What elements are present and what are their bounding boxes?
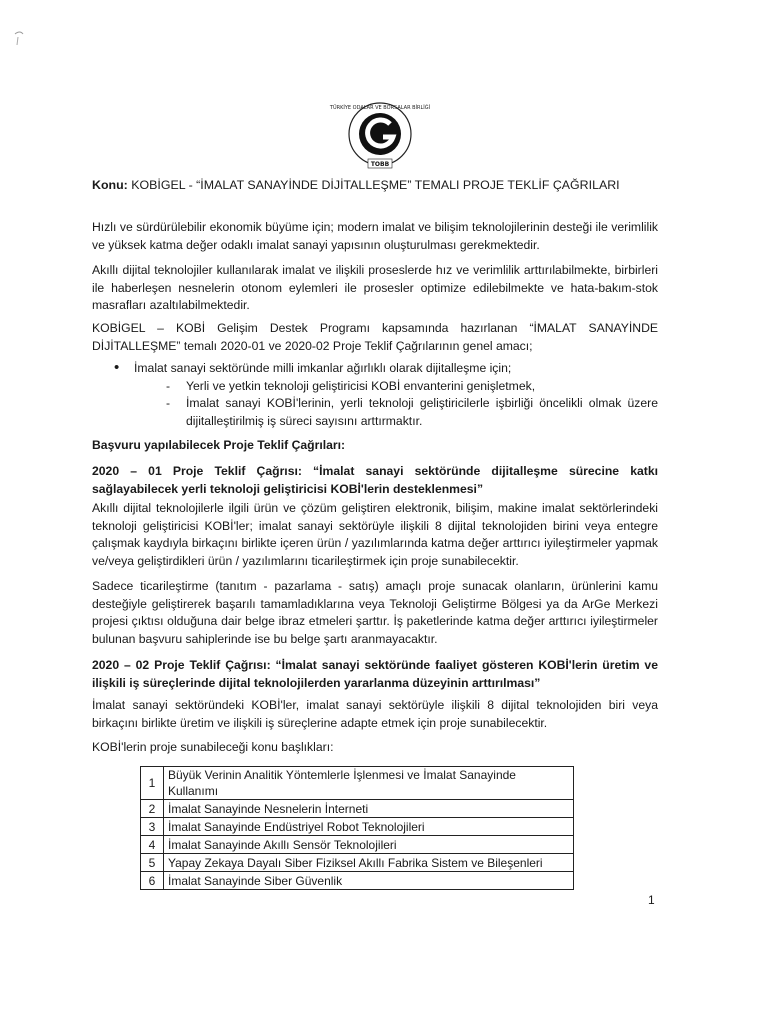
- topic-label: İmalat Sanayinde Akıllı Sensör Teknolojileri: [164, 836, 574, 854]
- call-1-title: 2020 – 01 Proje Teklif Çağrısı: “İmalat sanayi sektöründe dijitalleşme sürecine katkı sağlayabilecek yerli teknoloji geliştiricisi KOBİ'lerin desteklenmesi”: [92, 464, 658, 496]
- call-1-paragraph-2: Sadece ticarileştirme (tanıtım - pazarlama - satış) amaçlı proje sunacak olanların, ürünlerini kamu desteğiyle geliştirerek başarılı tamamladıklarına veya Teknoloji Geliştirme Bölgesi ya da ArGe Merkezi projesi çıktısı olduğuna dair belge ibraz etmeleri şarttır. İş paketlerinde katma değer arttırıcı iyileştirmeler bulunan başvuru sahiplerinde ise bu belge şartı aranmayacaktır.: [92, 579, 658, 646]
- goal-bullet: [112, 360, 658, 430]
- topic-label: İmalat Sanayinde Siber Güvenlik: [164, 872, 574, 890]
- topic-number: 4: [141, 836, 164, 854]
- goal-sublist: [134, 378, 658, 431]
- table-row: [141, 854, 574, 872]
- subject-line: [92, 177, 658, 195]
- topics-intro: KOBİ'lerin proje sunabileceği konu başlıkları:: [92, 740, 334, 754]
- intro-paragraph: Hızlı ve sürdürülebilir ekonomik büyüme için; modern imalat ve bilişim teknolojilerinin desteği ile verimlilik ve yüksek katma değer odaklı imalat sanayi yapısının oluşturulması gerekmektedir.: [92, 220, 658, 252]
- svg-text:TOBB: TOBB: [370, 161, 390, 168]
- page-number: 1: [648, 893, 655, 907]
- subject-text: KOBİGEL - “İMALAT SANAYİNDE DİJİTALLEŞME” TEMALI PROJE TEKLİF ÇAĞRILARI: [127, 178, 620, 192]
- call-2-title: 2020 – 02 Proje Teklif Çağrısı: “İmalat sanayi sektöründe faaliyet gösteren KOBİ'lerin üretim ve ilişkili iş süreçlerinde dijital teknolojilerden yararlanma düzeyinin arttırılması”: [92, 658, 658, 690]
- topic-label: İmalat Sanayinde Endüstriyel Robot Teknolojileri: [164, 818, 574, 836]
- call-1-paragraph-1: Akıllı dijital teknolojilerle ilgili ürün ve çözüm geliştiren elektronik, bilişim, makine imalat sektörlerindeki teknoloji geliştiricisi KOBİ'ler; imalat sanayi sektörüyle ilişkili 8 dijital teknolojiden birini veya entegre çalışmak kaydıyla birkaçını birlikte içeren ürün / yazılımlarında katma değer arttırıcı iyileştirmeler yapmak ve/veya geliştirdikleri ürün / yazılımlarını ticarileştirmek için proje sunabilecektir.: [92, 501, 658, 568]
- subject-label: Konu:: [92, 178, 128, 192]
- goal-dash-2: - İmalat sanayi KOBİ'lerinin, yerli teknoloji geliştiricilerle işbirliği öncelikli olmak üzere dijitalleştirilmiş iş süreci sayısını arttırmaktır.: [134, 395, 658, 430]
- topic-number: 2: [141, 800, 164, 818]
- topic-number: 5: [141, 854, 164, 872]
- svg-text:TÜRKİYE ODALAR VE BORSALAR BİR: TÜRKİYE ODALAR VE BORSALAR BİRLİĞİ: [329, 105, 431, 111]
- topics-table: [140, 766, 574, 890]
- topic-number: 1: [141, 767, 164, 800]
- tobb-logo: [329, 100, 431, 172]
- topic-label: İmalat Sanayinde Nesnelerin İnterneti: [164, 800, 574, 818]
- topic-label: Yapay Zekaya Dayalı Siber Fiziksel Akıllı Fabrika Sistem ve Bileşenleri: [164, 854, 574, 872]
- scan-mark-icon: [12, 28, 26, 48]
- table-row: [141, 767, 574, 800]
- call-2-paragraph-1: İmalat sanayi sektöründeki KOBİ'ler, imalat sanayi sektörüyle ilişkili 8 dijital teknolojiden biri veya birkaçını birlikte üretim ve ilişkili iş süreçlerine adapte etmek için proje sunabilecektir.: [92, 698, 658, 730]
- goals-list: [112, 360, 658, 430]
- table-row: [141, 818, 574, 836]
- goal-bullet-text: İmalat sanayi sektöründe milli imkanlar ağırlıklı olarak dijitalleşme için;: [134, 361, 512, 375]
- topic-number: 3: [141, 818, 164, 836]
- topic-label: Büyük Verinin Analitik Yöntemlerle İşlenmesi ve İmalat Sanayinde Kullanımı: [164, 767, 574, 800]
- calls-heading: Başvuru yapılabilecek Proje Teklif Çağrıları:: [92, 438, 346, 452]
- table-row: [141, 800, 574, 818]
- program-paragraph: KOBİGEL – KOBİ Gelişim Destek Programı kapsamında hazırlanan “İMALAT SANAYİNDE DİJİTALLEŞME” temalı 2020-01 ve 2020-02 Proje Teklif Çağrılarının genel amacı;: [92, 321, 658, 353]
- goal-dash-1: - Yerli ve yetkin teknoloji geliştiricisi KOBİ envanterini genişletmek,: [134, 378, 658, 396]
- topic-number: 6: [141, 872, 164, 890]
- technology-paragraph: Akıllı dijital teknolojiler kullanılarak imalat ve ilişkili proseslerde hız ve verimlilik arttırılabilmekte, birbirleri ile haberleşen nesnelerin otonom eylemleri ile prosesler optimize edilebilmekte ve hata-bakım-stok masrafları azaltılabilmektedir.: [92, 263, 658, 312]
- table-row: [141, 836, 574, 854]
- table-row: [141, 872, 574, 890]
